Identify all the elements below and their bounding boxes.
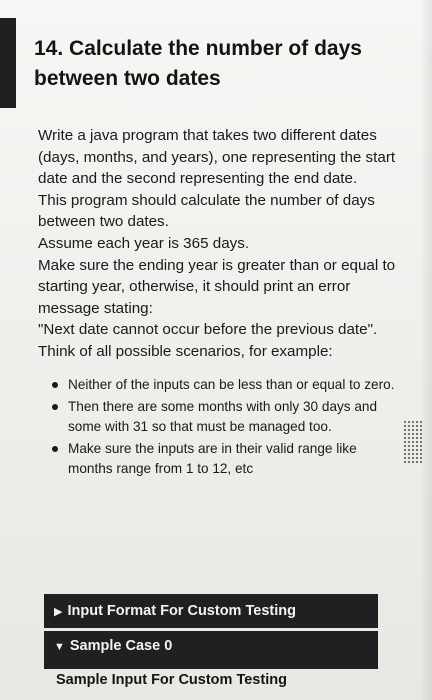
page-edge-shadow <box>420 0 432 700</box>
sample-case-label: Sample Case 0 <box>69 638 173 654</box>
title-accent-bar <box>0 18 16 108</box>
list-item-text: Then there are some months with only 30 days and some with 31 so that must be managed too. <box>68 399 378 434</box>
bullet-icon <box>52 446 58 452</box>
resize-grip-icon[interactable] <box>403 420 423 464</box>
description-paragraph: Think of all possible scenarios, for example: <box>38 342 333 360</box>
input-format-toggle[interactable] <box>44 594 378 628</box>
bullet-icon <box>52 404 58 410</box>
problem-title: 14. Calculate the number of days between two dates <box>34 37 362 90</box>
bullet-icon <box>52 382 58 388</box>
list-item <box>68 397 406 436</box>
list-item <box>68 375 406 395</box>
triangle-down-icon: ▼ <box>54 641 65 653</box>
input-format-label: Input Format For Custom Testing <box>67 603 296 619</box>
sample-case-toggle[interactable] <box>44 631 378 669</box>
description-paragraph: Make sure the ending year is greater than or equal to starting year, otherwise, it should print an error message stating: <box>38 256 396 317</box>
triangle-right-icon: ▶ <box>54 606 63 618</box>
sample-input-heading: Sample Input For Custom Testing <box>56 672 287 688</box>
description-paragraph: This program should calculate the number of days between two dates. <box>38 191 375 231</box>
description-paragraph: Assume each year is 365 days. <box>38 234 250 252</box>
problem-description <box>38 125 406 481</box>
list-item <box>68 439 406 478</box>
description-paragraph: Write a java program that takes two different dates (days, months, and years), one representing the start date and the second representing the end date. <box>38 127 396 188</box>
list-item-text: Make sure the inputs are in their valid range like months range from 1 to 12, etc <box>68 441 357 476</box>
scenario-list <box>38 375 406 479</box>
list-item-text: Neither of the inputs can be less than or equal to zero. <box>68 376 395 392</box>
description-paragraph: "Next date cannot occur before the previous date". <box>38 321 378 339</box>
